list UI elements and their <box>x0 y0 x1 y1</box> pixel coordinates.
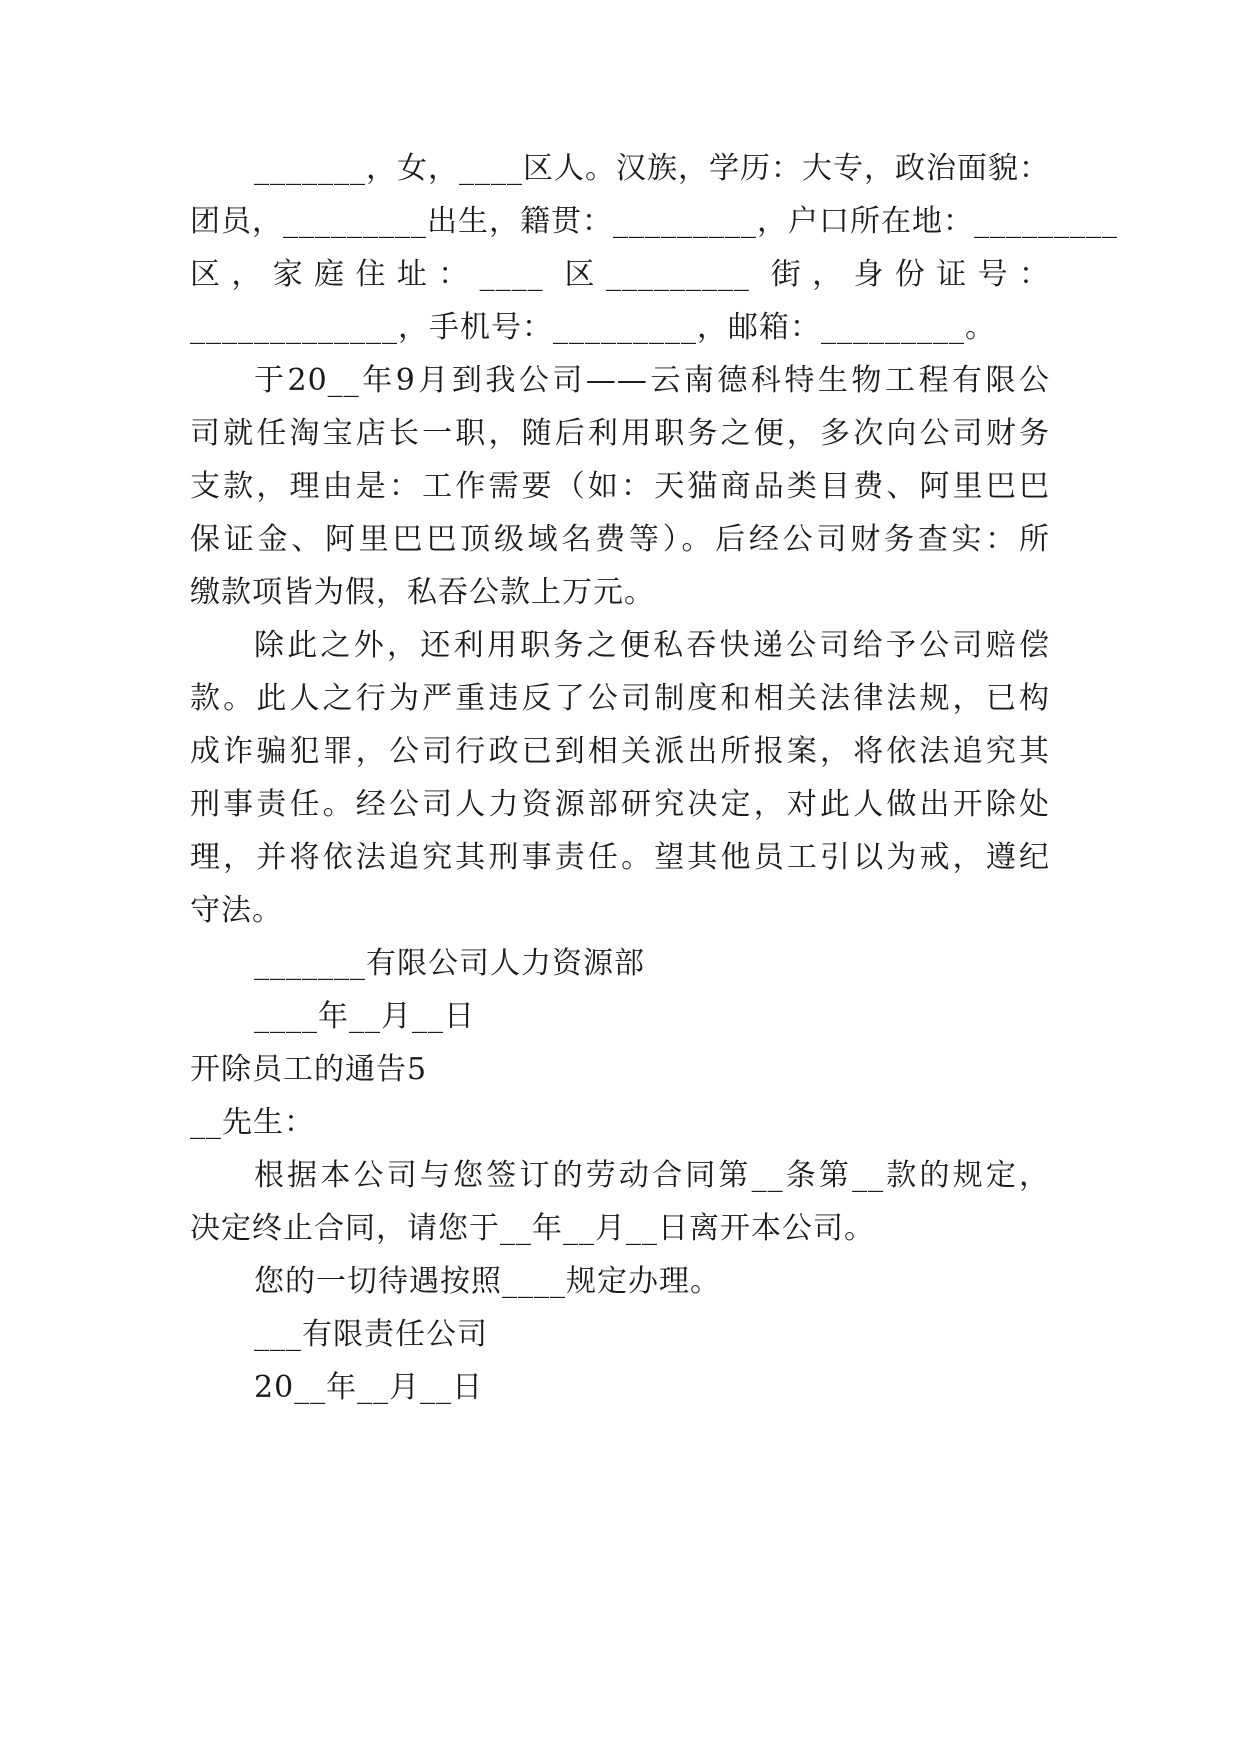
text-line: 司就任淘宝店长一职，随后利用职务之便，多次向公司财务 <box>190 416 1050 451</box>
signature-date: 20__年__月__日 <box>254 1370 484 1405</box>
salutation: __先生： <box>190 1105 315 1140</box>
text-line: 支款，理由是：工作需要（如：天猫商品类目费、阿里巴巴 <box>190 469 1050 504</box>
text-line: 刑事责任。经公司人力资源部研究决定，对此人做出开除处 <box>190 787 1050 822</box>
text-line: _____________，手机号：_________，邮箱：_________。 <box>190 310 996 345</box>
signature-date: ____年__月__日 <box>254 999 475 1034</box>
text-line: 缴款项皆为假，私吞公款上万元。 <box>190 575 655 610</box>
text-line: 决定终止合同，请您于__年__月__日离开本公司。 <box>190 1211 875 1246</box>
text-line: 款。此人之行为严重违反了公司制度和相关法律法规，已构 <box>190 681 1050 716</box>
text-line: 于20__年9月到我公司——云南德科特生物工程有限公 <box>254 363 1050 398</box>
text-line: 根据本公司与您签订的劳动合同第__条第__款的规定， <box>254 1158 1050 1193</box>
signature-company: _______有限公司人力资源部 <box>254 946 645 981</box>
signature-company: ___有限责任公司 <box>254 1317 488 1352</box>
text-line: 您的一切待遇按照____规定办理。 <box>254 1264 721 1299</box>
text-line: 除此之外，还利用职务之便私吞快递公司给予公司赔偿 <box>254 628 1050 663</box>
text-line: 保证金、阿里巴巴顶级域名费等）。后经公司财务查实：所 <box>190 522 1050 557</box>
section-heading: 开除员工的通告5 <box>190 1052 428 1087</box>
text-line: 守法。 <box>190 893 283 928</box>
text-line: 区，家庭住址：____ 区_________ 街，身份证号： <box>190 257 1050 292</box>
text-line: 成诈骗犯罪，公司行政已到相关派出所报案，将依法追究其 <box>190 734 1050 769</box>
text-line: _______，女，____区人。汉族，学历：大专，政治面貌： <box>254 151 1050 186</box>
text-line: 团员，_________出生，籍贯：_________，户口所在地：_________ <box>190 204 1118 239</box>
text-line: 理，并将依法追究其刑事责任。望其他员工引以为戒，遵纪 <box>190 840 1050 875</box>
